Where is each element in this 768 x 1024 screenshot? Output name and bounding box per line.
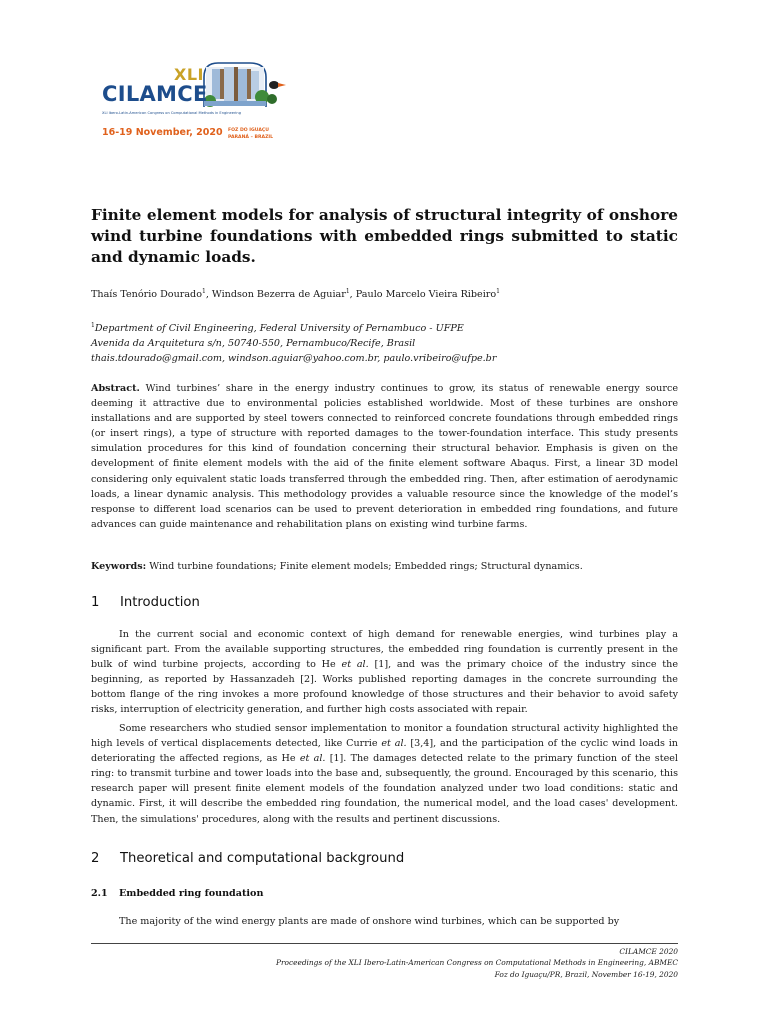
footer-divider [91,943,678,944]
author-name: Windson Bezerra de Aguiar [211,289,346,301]
paragraph-text: [1]. The damages detected relate to the primary function of the steel ring: to transmit turbine and tower loads into the base and, subsequently, the ground. Encouraged by this scenario, this research paper will present finite element models of the foundation analyzed under two load conditions: static and dynamic. First, it will describe the embedded ring foundation, the numerical model, and the load cases' development. Then, the simulations' procedures, along with the results and pertinent discussions. [91,753,679,825]
keywords [91,561,678,572]
section-title: Theoretical and computational background [120,851,405,866]
paragraph-text: In the current social and economic context of high demand for renewable energies, wind turbines play a significant part. From the available supporting structures, the embedded ring foundation is currently present in the bulk of wind turbine projects, according to He [91,629,678,671]
footer-conference: CILAMCE 2020 [619,947,678,956]
author-separator: , [205,289,212,301]
author-affiliation-mark: 1 [345,288,350,295]
subsection-title: Embedded ring foundation [119,888,264,899]
logo-location-city: FOZ DO IGUAÇU [228,128,270,133]
subsection-number: 2.1 [91,888,108,899]
author-separator: , [349,289,356,301]
logo-edition: XLI [174,65,204,84]
introduction-paragraph-1 [91,627,678,718]
page-footer [91,946,678,980]
affiliation-mark: 1 [91,322,95,329]
paragraph-italic: et al. [341,659,369,671]
author-affiliation-mark: 1 [201,288,206,295]
abstract-label: Abstract. [91,383,140,394]
paragraph-text: [3,4], and the participation of the cyclic wind loads in deteriorating the affected regions, as He [91,738,678,765]
conference-logo [100,55,290,145]
embedded-ring-paragraph-1: The majority of the wind energy plants are made of onshore wind turbines, which can be supported by [119,916,620,927]
paragraph-text: Some researchers who studied sensor implementation to monitor a foundation structural activity highlighted the high levels of vertical displacements detected, like Currie [91,723,678,750]
author-affiliation-mark: 1 [496,288,500,295]
section-number: 1 [91,595,100,610]
subsection-heading-embedded-ring [91,888,263,899]
paper-title: Finite element models for analysis of structural integrity of onshore wind turbine foundations with embedded rings submitted to static and dynamic loads. [91,206,678,266]
abstract [91,381,678,532]
introduction-paragraph-2 [91,721,678,827]
paragraph-text: [1], and was the primary choice of the industry since the beginning, as reported by Hassanzadeh [2]. Works published reporting damages in the concrete surrounding the bottom flange of the ring invokes a more profound knowledge of those structures and their behavior to avoid safety risks, interruption of electricity generation, and further high costs associated with repair. [91,659,678,716]
section-title: Introduction [120,595,200,610]
author-list [91,288,691,300]
section-number: 2 [91,851,100,866]
author-name: Paulo Marcelo Vieira Ribeiro [355,289,497,301]
section-heading-background [91,851,404,866]
abstract-text: Wind turbines’ share in the energy industry continues to grow, its status of renewable energy source deeming it attractive due to environmental policies established worldwide. Most of these turbines are onshore installations and are supported by steel towers connected to reinforced concrete foundations through embedded rings (or insert rings), a type of structure with reported damages to the tower-foundation interface. This study presents simulation procedures for this kind of foundation concerning their structural behavior. Emphasis is given on the development of finite element models with the aid of the finite element software Abaqus. First, a linear 3D model considering only equivalent static loads transferred through the embedded ring. Then, after estimation of aerodynamic loads, a linear dynamic analysis. This methodology provides a valuable resource since the knowledge of the model’s response to different load scenarios can be used to prevent deterioration in embedded ring foundations, and future advances can guide maintenance and rehabilitation plans on existing wind turbine farms. [91,383,678,530]
logo-dates: 16-19 November, 2020 [102,127,223,138]
affiliation-department: Department of Civil Engineering, Federal University of Pernambuco - UFPE [94,323,464,335]
affiliation-address: Avenida da Arquitetura s/n, 50740-550, Pernambuco/Recife, Brasil [91,338,416,350]
paragraph-italic: et al. [381,738,407,750]
footer-venue: Foz do Iguaçu/PR, Brazil, November 16-19, 2020 [494,969,678,979]
affiliation-block [91,318,681,366]
keywords-label: Keywords: [91,561,147,572]
author-name: Thaís Tenório Dourado [91,289,202,301]
footer-proceedings: Proceedings of the XLI Ibero-Latin-American Congress on Computational Methods in Engineering, ABMEC [275,958,678,968]
keywords-text: Wind turbine foundations; Finite element models; Embedded rings; Structural dynamics. [146,561,583,572]
section-heading-introduction [91,595,200,610]
logo-location-state: PARANÁ – BRAZIL [228,135,274,140]
paragraph-italic: et al. [299,753,326,765]
affiliation-emails: thais.tdourado@gmail.com, windson.aguiar@yahoo.com.br, paulo.vribeiro@ufpe.br [91,353,497,365]
logo-name: CILAMCE [102,82,208,106]
logo-subtitle: XLI Ibero-Latin-American Congress on Computational Methods in Engineering [102,111,241,115]
